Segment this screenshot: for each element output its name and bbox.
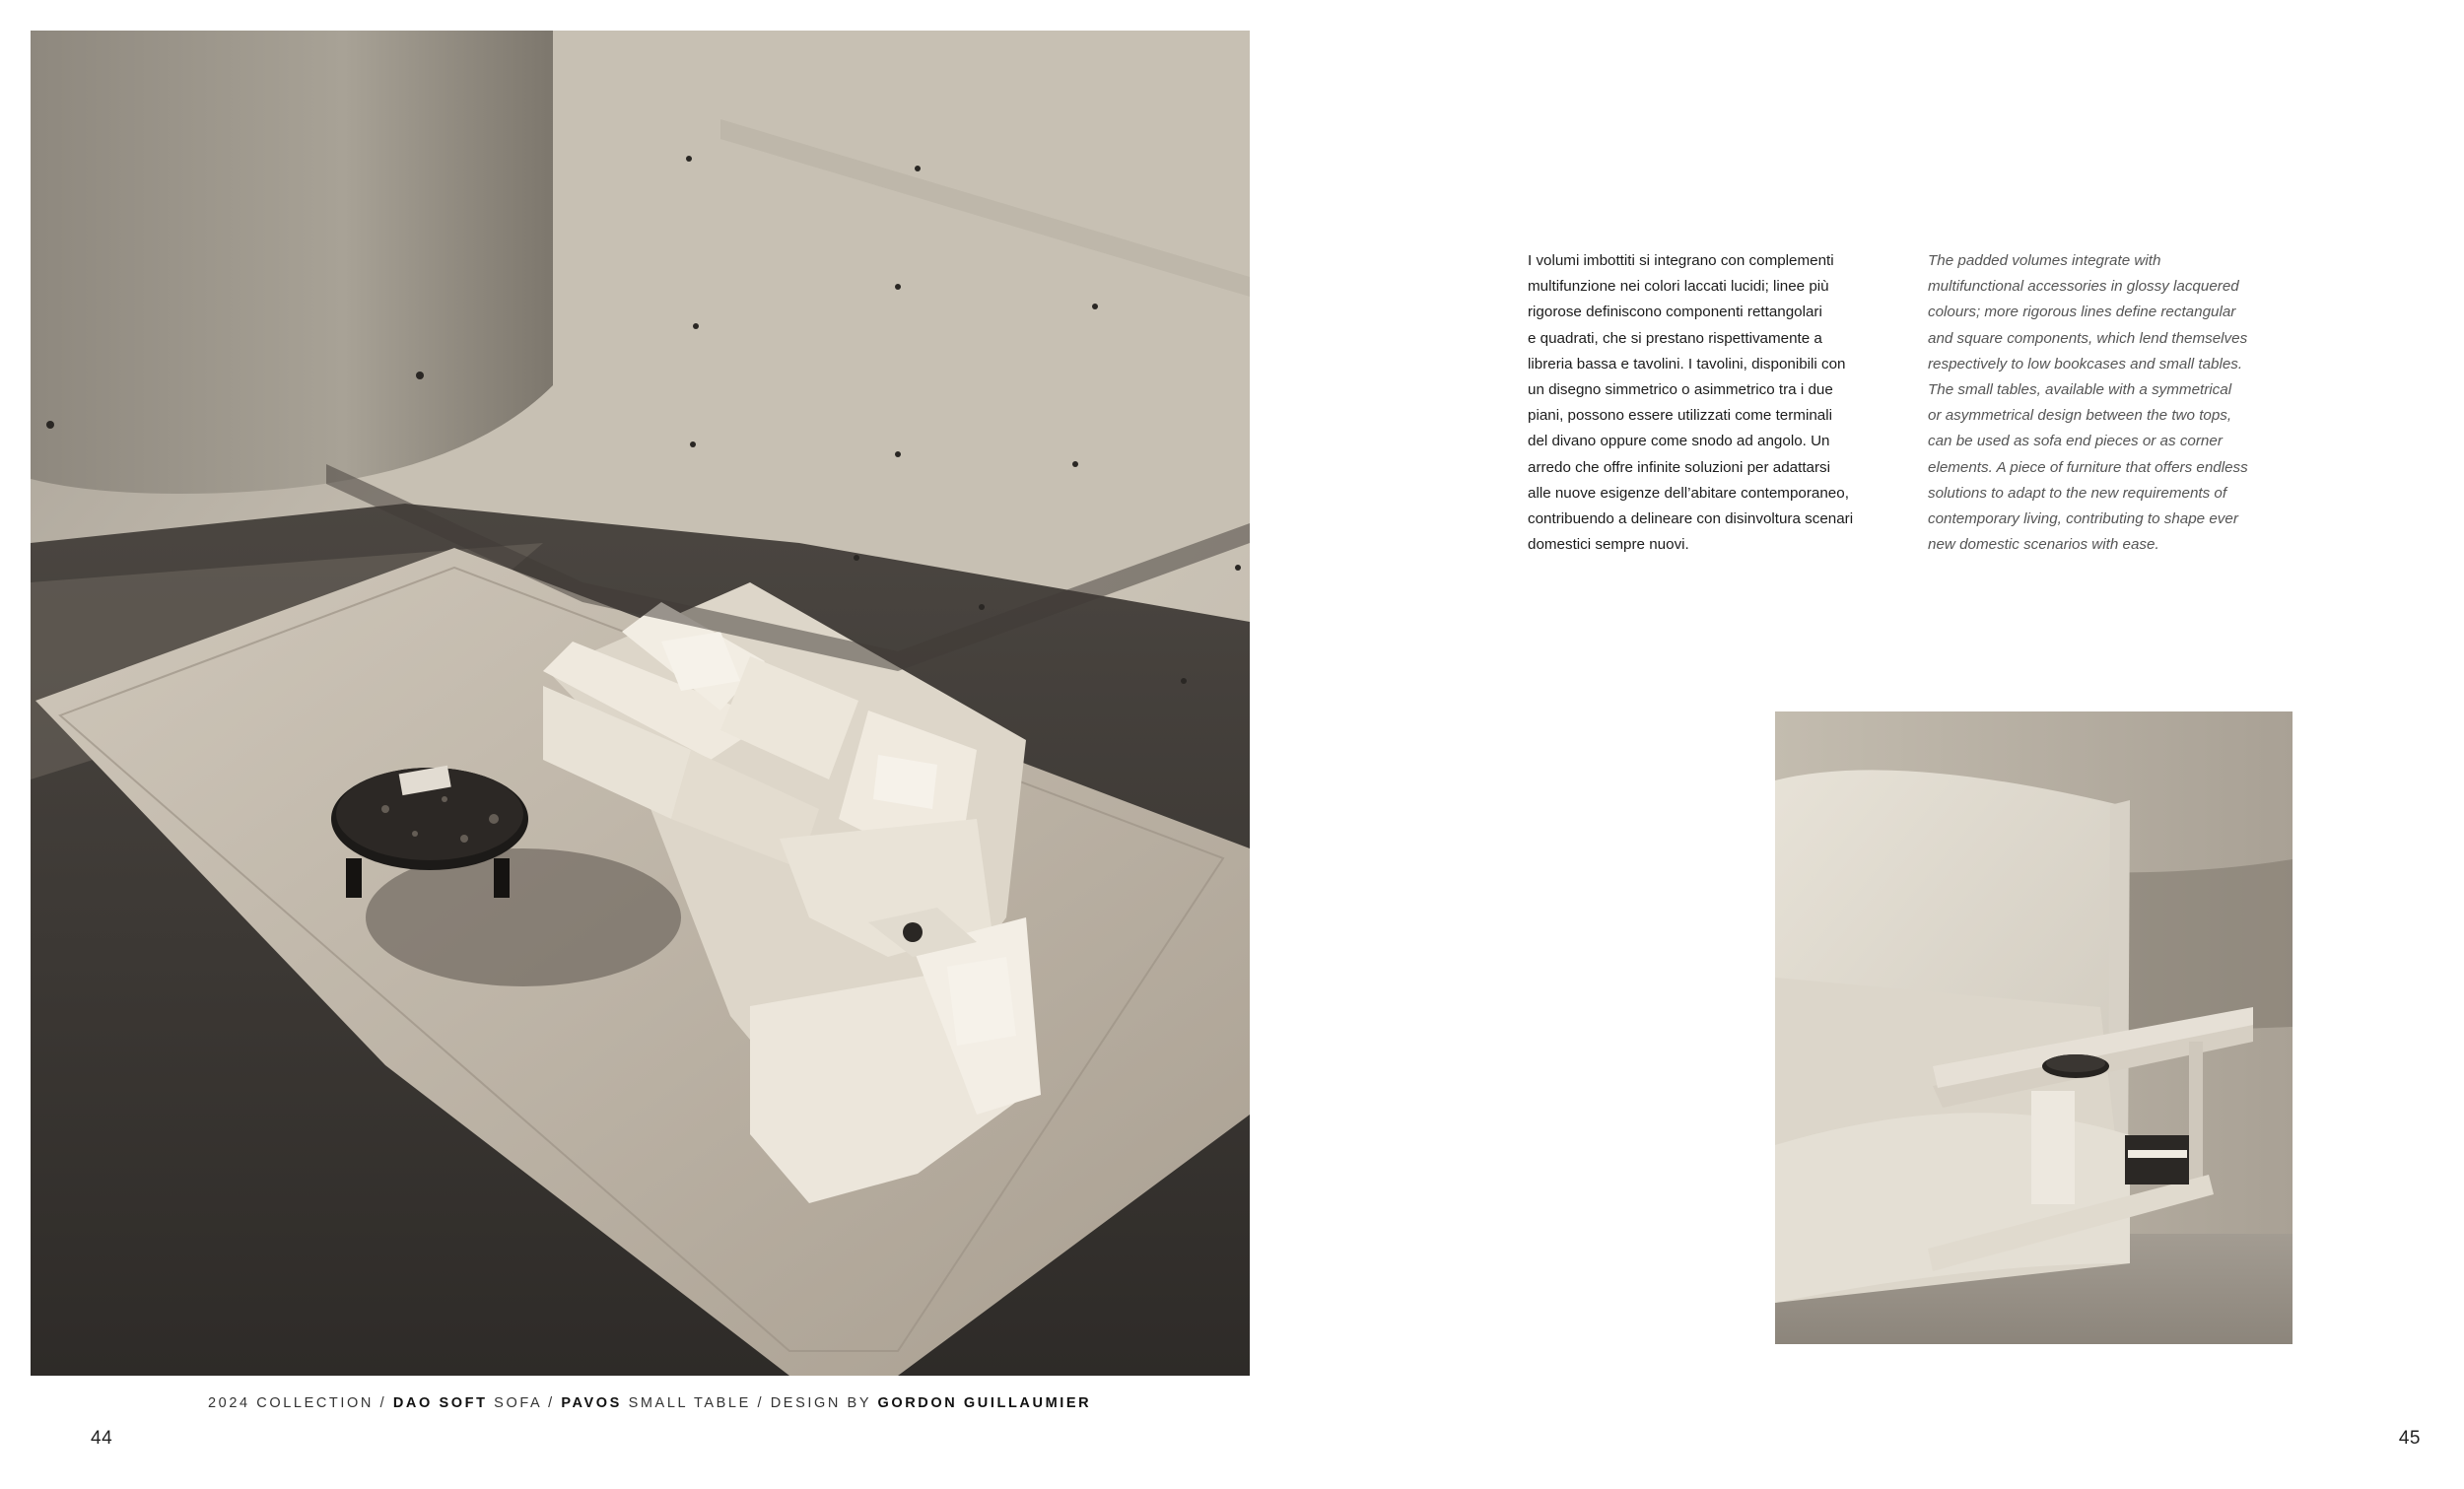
english-line: solutions to adapt to the new requirements of: [1928, 484, 2227, 502]
caption-table-name: PAVOS: [561, 1395, 622, 1411]
italian-line: del divano oppure come snodo ad angolo. Un: [1528, 433, 1830, 450]
italian-line: alle nuove esigenze dell’abitare contemporaneo,: [1528, 484, 1849, 502]
english-line: multifunctional accessories in glossy lacquered: [1928, 278, 2239, 296]
sofa-detail-photo: [1775, 711, 2293, 1344]
english-line: and square components, which lend themselves: [1928, 329, 2248, 347]
italian-line: e quadrati, che si prestano rispettivamente a: [1528, 329, 1822, 347]
caption-collection: 2024 COLLECTION /: [208, 1395, 393, 1411]
italian-line: arredo che offre infinite soluzioni per adattarsi: [1528, 458, 1831, 476]
italian-line: I volumi imbottiti si integrano con complementi: [1528, 252, 1834, 269]
living-room-scene-image: [31, 31, 1250, 1376]
english-line: The padded volumes integrate with: [1928, 252, 2161, 269]
italian-line: un disegno simmetrico o asimmetrico tra i due: [1528, 381, 1833, 399]
italian-line: piani, possono essere utilizzati come terminali: [1528, 407, 1832, 425]
italian-line: contribuendo a delineare con disinvoltura scenari: [1528, 510, 1854, 528]
english-line: elements. A piece of furniture that offers endless: [1928, 458, 2248, 476]
english-line: The small tables, available with a symmetrical: [1928, 381, 2232, 399]
english-line: can be used as sofa end pieces or as corner: [1928, 433, 2223, 450]
caption-sofa-name: DAO SOFT: [392, 1395, 488, 1411]
main-sofa-photo: [31, 31, 1250, 1376]
photo-caption: [208, 1395, 1091, 1411]
english-line: contemporary living, contributing to shape ever: [1928, 510, 2238, 528]
page-number-left: 44: [91, 1428, 113, 1449]
caption-sofa-suffix: SOFA /: [487, 1395, 562, 1411]
side-table-detail-image: [1775, 711, 2293, 1344]
caption-design-by: SMALL TABLE / DESIGN BY: [621, 1395, 878, 1411]
page-number-right: 45: [2398, 1428, 2421, 1449]
italian-line: multifunzione nei colori laccati lucidi; linee più: [1528, 278, 1829, 296]
italian-line: domestici sempre nuovi.: [1528, 536, 1689, 554]
english-line: new domestic scenarios with ease.: [1928, 536, 2159, 554]
english-line: colours; more rigorous lines define rectangular: [1928, 304, 2236, 321]
english-description: [1928, 248, 2293, 558]
italian-line: rigorose definiscono componenti rettangolari: [1528, 304, 1822, 321]
english-line: respectively to low bookcases and small tables.: [1928, 355, 2243, 372]
italian-description: [1528, 248, 1882, 558]
italian-line: libreria bassa e tavolini. I tavolini, disponibili con: [1528, 355, 1846, 372]
english-line: or asymmetrical design between the two tops,: [1928, 407, 2232, 425]
caption-designer: GORDON GUILLAUMIER: [877, 1395, 1092, 1411]
